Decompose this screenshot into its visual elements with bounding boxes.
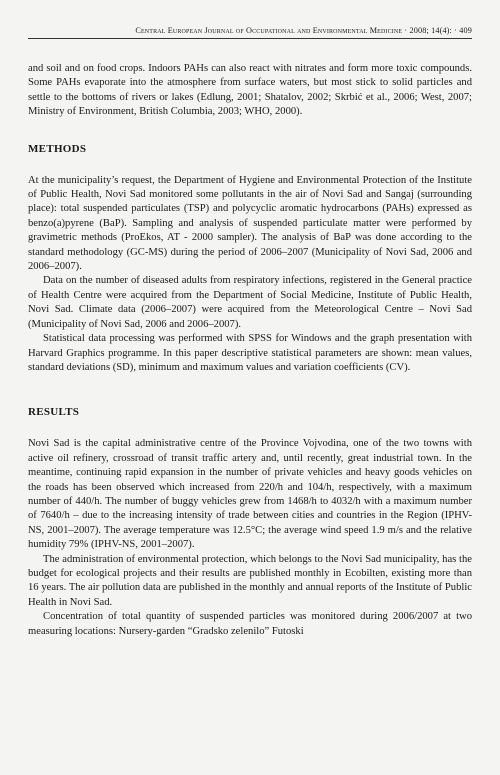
journal-title: Central European Journal of Occupational and Environmental Medicine xyxy=(135,26,403,35)
methods-paragraph-2: Data on the number of diseased adults from respiratory infections, registered in the General practice of Health Centre were acquired from the Department of Social Medicine, Institute of Public Health, Novi Sad. Climate data (2006–2007) were acquired from the Meteorological Centre – Novi Sad (Municipality of Novi Sad, 2006 and 2006–2007). xyxy=(28,275,472,330)
methods-paragraph-3: Statistical data processing was performed with SPSS for Windows and the graph presentation with Harvard Graphics programme. In this paper descriptive statistical parameters are shown: mean values, standard deviations (SD), minimum and maximum values and variation coefficients (CV). xyxy=(28,333,472,373)
journal-citation: · 2008; 14(4): · 409 xyxy=(404,26,472,35)
intro-paragraph: and soil and on food crops. Indoors PAHs can also react with nitrates and form more toxic compounds. Some PAHs evaporate into the atmosphere from surface waters, but most stick to solid particles and settle to the bottoms of rivers or lakes (Edlung, 2001; Shatalov, 2002; Skrbić et al., 2006; West, 2007; Ministry of Environment, British Columbia, 2003; WHO, 2000). xyxy=(28,63,472,118)
results-paragraph-2: The administration of environmental protection, which belongs to the Novi Sad municipality, has the budget for ecological projects and their results are published monthly in Ecobilten, existing more than 16 years. The air pollution data are published in the monthly and annual reports of the Institute of Public Health in Novi Sad. xyxy=(28,553,472,608)
results-heading: RESULTS xyxy=(28,406,80,419)
methods-paragraph-1: At the municipality’s request, the Department of Hygiene and Environmental Protection of the Institute of Public Health, Novi Sad monitored some pollutants in the air of Novi Sad and Sangaj (surrounding place): total suspended particulates (TSP) and polycyclic aromatic hydrocarbons (PAHs) expressed as benzo(a)pyrene (BaP). Sampling and analysis of suspended particulate matter were performed by gravimetric methods (ProEkos, AT - 2000 sampler). The analysis of BaP was done according to the standard methodology (GC-MS) during the period of 2006–2007 (Municipality of Novi Sad, 2006 and 2006–2007). xyxy=(28,174,472,273)
results-paragraph-3: Concentration of total quantity of suspended particles was monitored during 2006/2007 at two measuring locations: Nursery-garden “Gradsko zelenilo” Futoski xyxy=(28,611,472,637)
results-paragraph-1: Novi Sad is the capital administrative centre of the Province Vojvodina, one of the two towns with active oil refinery, crossroad of transit traffic artery and, until recently, great industrial town. In the meantime, continuing rapid expansion in the number of private vehicles and heavy goods vehicles on the roads has been observed which increased from 220/h and 104/h, respectively, with a maximum number of 440/h. The number of buggy vehicles grew from 1468/h to 4032/h with a maximum number of 7640/h – due to the increasing intensity of trade between cities and countries in the Region (IPHV-NS, 2001–2007). The average temperature was 12.5°C; the average wind speed 1.9 m/s and the relative humidity 79% (IPHV-NS, 2001–2007). xyxy=(28,438,472,551)
methods-heading: METHODS xyxy=(28,142,87,155)
running-header xyxy=(28,26,472,39)
body-text xyxy=(28,62,472,639)
